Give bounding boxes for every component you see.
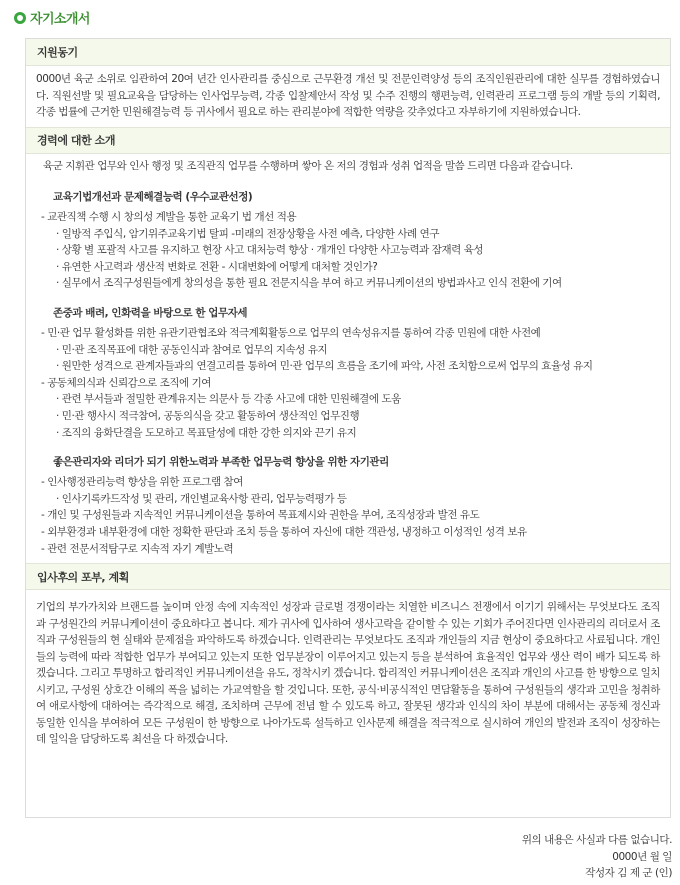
career-group-title: 교육기법개선과 문제해결능력 (우수교관선정) [53, 191, 253, 203]
list-item: · 민·관 행사시 적극참여, 공동의식을 갖고 활동하여 생산적인 업무진행 [56, 409, 360, 422]
career-body [26, 154, 670, 564]
career-group-list [36, 474, 660, 557]
list-item: - 관련 전문서적탐구로 지속적 자기 계발노력 [41, 542, 234, 555]
list-item: - 개인 및 구성원들과 지속적인 커뮤니케이션을 통하여 목표제시와 권한을 부여, 조직성장과 발전 유도 [41, 509, 480, 522]
motivation-text: 0000년 육군 소위로 임관하여 20여 년간 인사관리를 중심으로 근무환경 개선 및 전문인력양성 등의 조직인원관리에 대한 실무를 경험하였습니다. 직원선발 및 필요교육을 담당하는 인사업무능력, 각종 입찰제안서 작성 및 수주 진행의 행편능력, 인력관리 프로그램 등의 개발 등의 기획력, 각종 법률에 근거한 민원해결능력 등 귀사에서 필요로 하는 관리분야에 적합한 역량을 갖추었다고 자부하기에 지원하였습니다. [36, 73, 660, 118]
career-group-3 [36, 454, 660, 557]
list-item: · 민·관 조직목표에 대한 공동인식과 참여로 업무의 지속성 유지 [56, 343, 328, 356]
career-group-2 [36, 305, 660, 441]
list-item: - 공동체의식과 신뢰감으로 조직에 기여 [41, 376, 211, 389]
list-item: · 인사기록카드작성 및 관리, 개인별교육사항 관리, 업무능력평가 등 [56, 492, 347, 505]
list-item: · 상황 별 포괄적 사고를 유지하고 현장 사고 대처능력 향상 · 개개인 다양한 사고능력과 잠재력 육성 [56, 244, 484, 257]
signature-date: 0000년 월 일 [612, 850, 672, 863]
cover-letter-box [25, 38, 671, 818]
circle-bullet-icon [14, 12, 26, 24]
list-item: - 인사행정관리능력 향상을 위한 프로그램 참여 [41, 476, 243, 489]
section-heading-motivation: 지원동기 [26, 39, 670, 66]
career-group-list [36, 209, 660, 292]
career-intro: 육군 지휘관 업무와 인사 행정 및 조직관직 업무를 수행하며 쌓아 온 저의 경험과 성취 업적을 말씀 드리면 다음과 같습니다. [43, 159, 573, 172]
list-item: · 유연한 사고력과 생산적 변화로 전환 - 시대변화에 어떻게 대처할 것인가? [56, 260, 378, 273]
list-item: · 실무에서 조직구성원들에게 창의성을 통한 필요 전문지식을 부여 하고 커뮤니케이션의 방법과사고 인식 전환에 기여 [56, 277, 562, 290]
section-heading-career: 경력에 대한 소개 [26, 127, 670, 154]
list-item: · 관련 부서들과 절밀한 관계유지는 의문사 등 각종 사고에 대한 민원해결에 도움 [56, 393, 401, 406]
list-item: - 외부환경과 내부환경에 대한 정확한 판단과 조치 등을 통하여 자신에 대한 객관성, 냉정하고 이성적인 성격 보유 [41, 525, 527, 538]
career-group-title: 존중과 배려, 인화력을 바탕으로 한 업무자세 [53, 306, 248, 319]
page-title: 자기소개서 [30, 12, 90, 27]
signature-block [522, 832, 672, 882]
career-group-1 [36, 189, 660, 292]
list-item: · 원만한 성격으로 관계자들과의 연결고리를 통하여 민·관 업무의 흐름을 조기에 파악, 사전 조치함으로써 업무의 효율성 유지 [56, 360, 593, 373]
career-group-title: 좋은관리자와 리더가 되기 위한노력과 부족한 업무능력 향상을 위한 자기관리 [53, 456, 389, 469]
aspiration-text: 기업의 부가가치와 브랜드를 높이며 안정 속에 지속적인 성장과 글로벌 경쟁이라는 치열한 비즈니스 전쟁에서 이기기 위해서는 무엇보다도 조직과 구성원간의 커뮤니케이션이 중요하다고 봅니다. 제가 귀사에 입사하여 생사고락을 같이할 수 있는 기회가 주어진다면 인사관리의 리더로서 조직과 구성원들의 현 실태와 문제점을 파악하도록 하겠습니다. 인력관리는 무엇보다도 조직과 개인들의 지금 현상이 중요하다고 사료됩니다. 개인들의 능력에 따라 적합한 업무가 부여되고 있는지 또한 업무분장이 이루어지고 있는지 등을 분석하여 효율적인 업무와 생산 력이 배가 되도록 하겠습니다. 그리고 투명하고 합리적인 커뮤니케이션을 유도, 정착시키 겠습니다. 합리적인 커뮤니케이션은 조직과 개인의 사고를 한 방향으로 일치시키고, 구성원 상호간 이해의 폭을 넓히는 가교역할을 할 것입니다. 또한, 공식·비공식적인 면담활동을 통하여 구성원들의 생각과 고민을 청취하여 애로사항에 대하여는 즉각적으로 해결, 조치하며 근무에 전념 할 수 있도록 하고, 잘못된 생각과 인식의 차이 부분에 대해서는 공동체 정신과 동일한 인식을 부여하여 모든 구성원이 한 방향으로 나아가도록 설득하고 인사문제 해결을 적극적으로 실시하여 개인의 발전과 조직이 성장하는데 일익을 담당하도록 최선을 다 하겠습니다. [36, 601, 660, 746]
list-item: · 조직의 융화단결을 도모하고 목표달성에 대한 강한 의지와 끈기 유지 [56, 426, 357, 439]
list-item: - 민·관 업무 활성화를 위한 유관기관협조와 적극계획활동으로 업무의 연속성유지를 통하여 각종 민원에 대한 사전예 [41, 326, 541, 339]
declaration-statement: 위의 내용은 사실과 다름 없습니다. [521, 834, 672, 846]
career-group-list [36, 325, 660, 441]
list-item: · 일방적 주입식, 암기위주교육기법 탈피 -미래의 전장상황을 사전 예측, 다양한 사례 연구 [56, 227, 440, 240]
page-header [14, 8, 90, 27]
section-heading-aspiration: 입사후의 포부, 계획 [26, 563, 670, 590]
list-item: - 교관직책 수행 시 창의성 계발을 통한 교육기 법 개선 적용 [41, 211, 297, 223]
signature-author: 작성자 김 제 군 (인) [585, 867, 672, 879]
